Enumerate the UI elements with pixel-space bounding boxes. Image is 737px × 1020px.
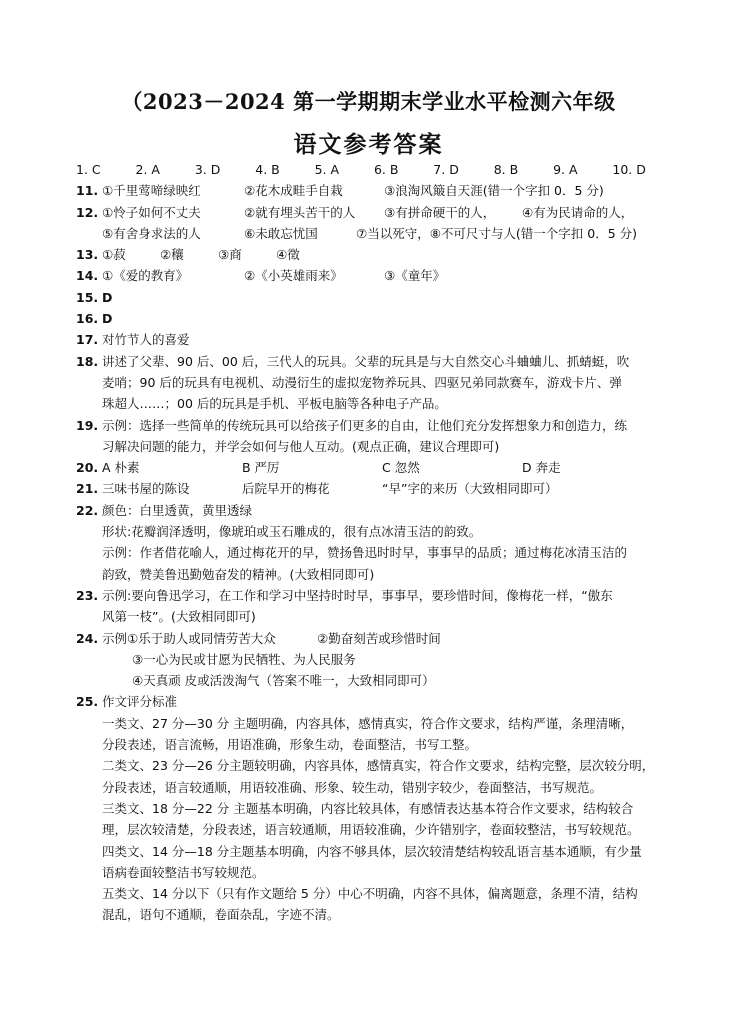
answer-row-22-cont bbox=[76, 564, 676, 585]
answer-text: 对竹节人的喜爱 bbox=[102, 332, 190, 348]
answer-row-23-cont bbox=[76, 606, 676, 627]
answer-row-25-cont bbox=[76, 798, 676, 819]
answer-row-22-cont bbox=[76, 542, 676, 563]
answer-row-24-cont bbox=[76, 670, 676, 691]
answer-row-17 bbox=[76, 329, 676, 350]
answer-row-24 bbox=[76, 628, 676, 649]
answer-line: ③一心为民或甘愿为民牺牲、为人民服务 bbox=[132, 651, 356, 667]
answer-item: B 严厉 bbox=[242, 460, 280, 476]
answer-list bbox=[76, 159, 676, 926]
question-number: 22. bbox=[76, 502, 99, 518]
answer-line: 分段表述，语言流畅，用语准确，形象生动，卷面整洁，书写工整。 bbox=[102, 737, 478, 753]
answer-q10: 10. D bbox=[612, 162, 646, 177]
answer-item: 三味书屋的陈设 bbox=[102, 481, 190, 497]
answer-row-13 bbox=[76, 244, 676, 265]
answer-row-21 bbox=[76, 478, 676, 499]
answer-item: ③有拼命硬干的人， bbox=[384, 204, 496, 220]
question-number: 23. bbox=[76, 587, 99, 603]
answer-row-11 bbox=[76, 180, 676, 201]
answer-item: 后院早开的梅花 bbox=[242, 481, 330, 497]
answer-line: 混乱，语句不通顺，卷面杂乱，字迹不清。 bbox=[102, 907, 340, 923]
answer-line: 韵致，赞美鲁迅勤勉奋发的精神。(大致相同即可) bbox=[102, 566, 375, 582]
answer-text: D bbox=[102, 289, 113, 305]
answer-row-25 bbox=[76, 691, 676, 712]
answer-line: 语病卷面较整洁书写较规范。 bbox=[102, 864, 265, 880]
question-number: 24. bbox=[76, 630, 99, 646]
answer-row-25-cont bbox=[76, 904, 676, 925]
answer-line: 示例：作者借花喻人，通过梅花开的早，赞扬鲁迅时时早，事事早的品质；通过梅花冰清玉洁的 bbox=[102, 545, 628, 561]
answer-q4: 4. B bbox=[255, 162, 280, 177]
answer-item: ①乐于助人或同情劳苦大众 bbox=[127, 630, 276, 646]
answer-q6: 6. B bbox=[373, 162, 399, 177]
answer-item: D 奔走 bbox=[522, 460, 561, 476]
answer-row-16 bbox=[76, 308, 676, 329]
answer-item: ②穰 bbox=[160, 247, 184, 263]
answer-line: 讲述了父辈、90 后、00 后，三代人的玩具。父辈的玩具是与大自然交心斗蛐蛐儿、抓蜻蜓，吹 bbox=[102, 353, 630, 369]
answer-item: C 忽然 bbox=[382, 460, 420, 476]
answer-q7: 7. D bbox=[433, 162, 459, 177]
question-number: 11. bbox=[76, 183, 99, 199]
answer-line: 一类文、27 分—30 分 主题明确，内容具体，感情真实，符合作文要求，结构严谨，条理清晰， bbox=[102, 715, 634, 731]
answer-row-25-cont bbox=[76, 777, 676, 798]
answer-row-25-cont bbox=[76, 841, 676, 862]
answer-q2: 2. A bbox=[135, 162, 160, 177]
answer-row-20 bbox=[76, 457, 676, 478]
answer-q8: 8. B bbox=[493, 162, 519, 177]
answer-q5: 5. A bbox=[314, 162, 340, 177]
answer-item: ⑤有舍身求法的人 bbox=[102, 225, 201, 241]
answer-row-18-cont bbox=[76, 372, 676, 393]
answer-line: 作文评分标准 bbox=[102, 694, 178, 710]
answer-item: ②《小英雄雨来》 bbox=[244, 268, 343, 284]
answer-item: ⑥未敢忘忧国 bbox=[244, 225, 318, 241]
answer-q9: 9. A bbox=[553, 162, 578, 177]
answer-row-25-cont bbox=[76, 883, 676, 904]
answer-prefix: 示例 bbox=[102, 630, 128, 646]
question-number: 19. bbox=[76, 417, 99, 433]
question-number: 25. bbox=[76, 694, 99, 710]
answer-item: A 朴素 bbox=[102, 460, 140, 476]
question-number: 12. bbox=[76, 204, 99, 220]
answer-row-25-cont bbox=[76, 755, 676, 776]
answer-row-25-cont bbox=[76, 862, 676, 883]
answer-row-12 bbox=[76, 202, 676, 223]
answer-item: “早”字的来历（大致相同即可） bbox=[382, 481, 558, 497]
answer-item: ①怜子如何不丈夫 bbox=[102, 204, 201, 220]
answer-row-22-cont bbox=[76, 521, 676, 542]
answer-row-18-cont bbox=[76, 393, 676, 414]
answer-line: 分段表述，语言较通顺，用语较准确、形象、较生动，错别字较少，卷面整洁，书写规范。 bbox=[102, 779, 603, 795]
answer-item: ①《爱的教育》 bbox=[102, 268, 189, 284]
answer-line: 理，层次较清楚，分段表述，语言较通顺，用语较准确，少许错别字，卷面较整洁，书写较规范。 bbox=[102, 822, 640, 838]
answer-item: ④徵 bbox=[276, 247, 300, 263]
answer-item: ⑦当以死守，⑧不可尺寸与人(错一个字扣 0．5 分) bbox=[356, 225, 638, 241]
answer-item: ②勤奋刻苦或珍惜时间 bbox=[317, 630, 441, 646]
answer-q1: 1. C bbox=[76, 162, 101, 177]
answer-line: 麦哨；90 后的玩具有电视机、动漫衍生的虚拟宠物养玩具、四驱兄弟同款赛车，游戏卡片、弹 bbox=[102, 374, 622, 390]
answer-line: 五类文、14 分以下（只有作文题给 5 分）中心不明确，内容不具体，偏离题意，条理不清，结构 bbox=[102, 886, 638, 902]
answer-text: D bbox=[102, 311, 113, 327]
answer-row-18 bbox=[76, 351, 676, 372]
answer-item: ③浪淘风簸自天涯(错一个字扣 0．5 分) bbox=[384, 183, 604, 199]
answer-line: 二类文、23 分—26 分主题较明确，内容具体，感情真实，符合作文要求，结构完整，层次较分明， bbox=[102, 758, 655, 774]
answer-line: 三类文、18 分—22 分 主题基本明确，内容比较具体，有感情表达基本符合作文要求，结构较合 bbox=[102, 800, 634, 816]
question-number: 13. bbox=[76, 247, 99, 263]
answer-item: ②花木成畦手自栽 bbox=[244, 183, 343, 199]
answer-line: 颜色：白里透黄，黄里透绿 bbox=[102, 502, 253, 518]
answer-item: ④有为民请命的人， bbox=[522, 204, 634, 220]
question-number: 15. bbox=[76, 289, 99, 305]
question-number: 18. bbox=[76, 353, 99, 369]
answer-line: ④天真顽 皮或活泼淘气（答案不唯一，大致相同即可） bbox=[132, 673, 435, 689]
answer-line: 示例：选择一些简单的传统玩具可以给孩子们更多的自由，让他们充分发挥想象力和创造力，练 bbox=[102, 417, 628, 433]
answer-line: 习解决问题的能力，并学会如何与他人互动。(观点正确，建议合理即可) bbox=[102, 438, 500, 454]
answer-row-22 bbox=[76, 500, 676, 521]
answer-item: ③《童年》 bbox=[384, 268, 446, 284]
answer-row-23 bbox=[76, 585, 676, 606]
answer-row-25-cont bbox=[76, 819, 676, 840]
answer-row-24-cont bbox=[76, 649, 676, 670]
answer-row-19-cont bbox=[76, 436, 676, 457]
answer-item: ①菽 bbox=[102, 247, 126, 263]
answer-row-25-cont bbox=[76, 713, 676, 734]
answer-row-19 bbox=[76, 415, 676, 436]
document-title: （2023－2024 第一学期期末学业水平检测六年级 bbox=[121, 89, 616, 114]
answer-line: 珠超人……；00 后的玩具是手机、平板电脑等各种电子产品。 bbox=[102, 396, 447, 412]
answer-item: ③商 bbox=[218, 247, 242, 263]
answer-item: ①千里莺啼绿映红 bbox=[102, 183, 201, 199]
answer-row-14 bbox=[76, 265, 676, 286]
answer-q3: 3. D bbox=[194, 162, 221, 177]
answer-line: 形状:花瓣润泽透明，像琥珀或玉石雕成的，很有点冰清玉洁的韵致。 bbox=[102, 524, 482, 540]
question-number: 21. bbox=[76, 481, 99, 497]
answer-row-12-cont bbox=[76, 223, 676, 244]
answer-line: 四类文、14 分—18 分主题基本明确，内容不够具体，层次较清楚结构较乱语言基本通顺，有少量 bbox=[102, 843, 642, 859]
answer-row-15 bbox=[76, 287, 676, 308]
answer-row-25-cont bbox=[76, 734, 676, 755]
question-number: 17. bbox=[76, 332, 99, 348]
document-subtitle: 语文参考答案 bbox=[293, 131, 444, 158]
question-number: 14. bbox=[76, 268, 99, 284]
answers-row-1-10 bbox=[76, 159, 676, 180]
multiple-choice-answers bbox=[76, 159, 646, 180]
answer-line: 示例:要向鲁迅学习，在工作和学习中坚持时时早，事事早，要珍惜时间，像梅花一样，“傲东 bbox=[102, 587, 613, 603]
question-number: 20. bbox=[76, 460, 99, 476]
question-number: 16. bbox=[76, 311, 99, 327]
answer-line: 风第一枝”。(大致相同即可) bbox=[102, 609, 256, 625]
answer-item: ②就有埋头苦干的人 bbox=[244, 204, 356, 220]
